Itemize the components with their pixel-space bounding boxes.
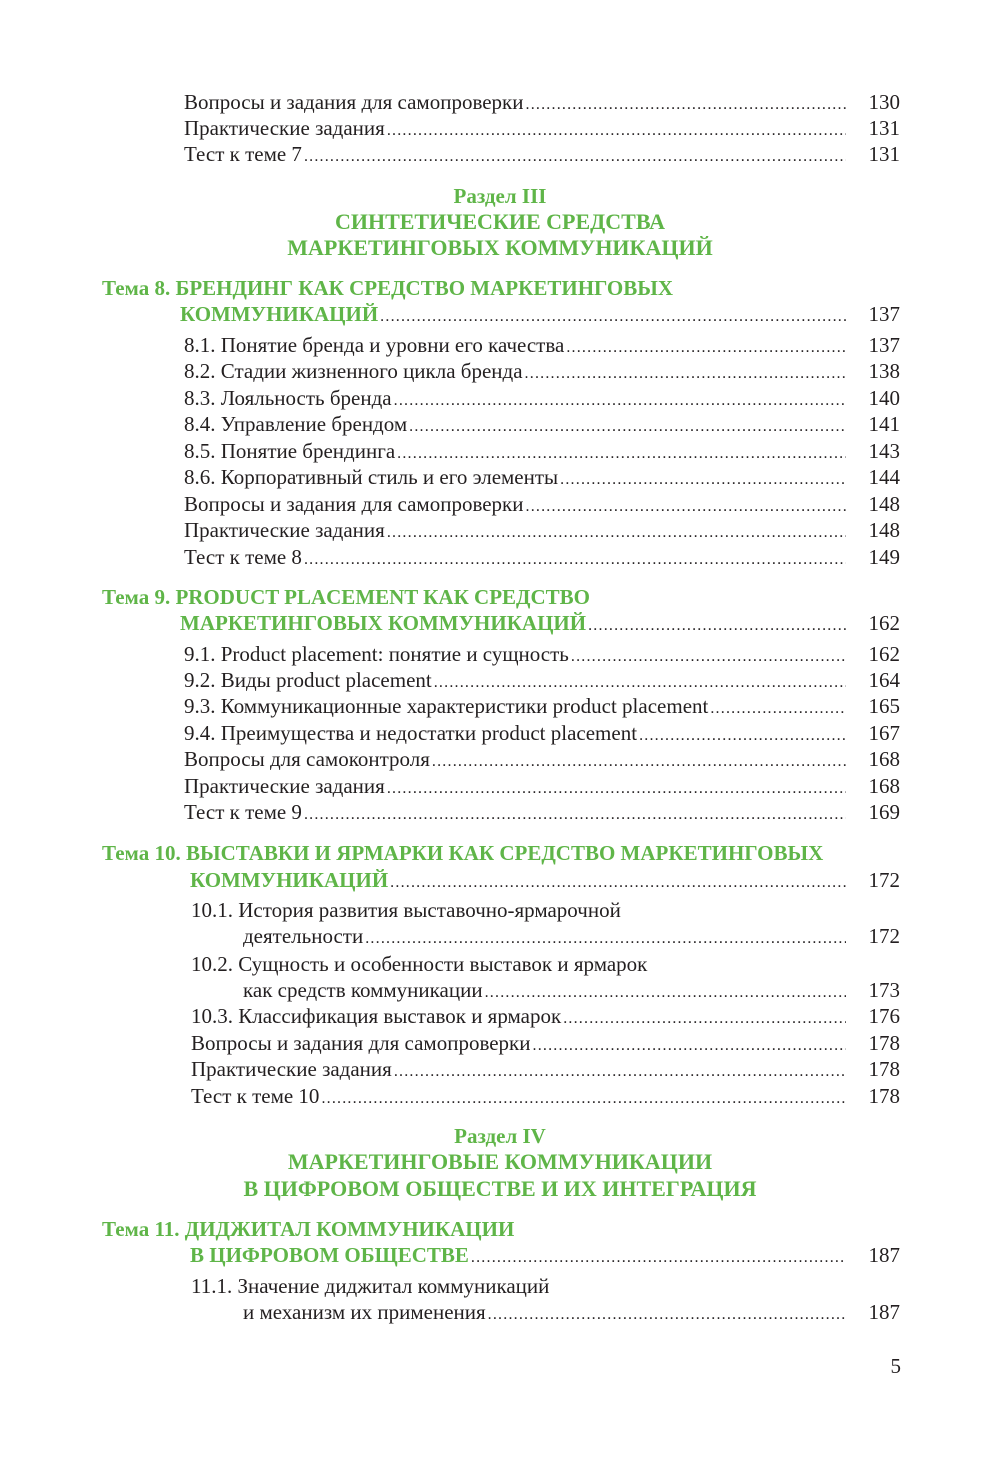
- topic-heading-title: КОММУНИКАЦИЙ: [190, 868, 389, 892]
- toc-entry-page: 137: [868, 302, 900, 326]
- toc-entry-page: 130: [868, 90, 900, 114]
- section-label: Раздел III: [453, 184, 547, 208]
- toc-entry-title: Практические задания: [184, 116, 385, 140]
- toc-entry-title: 9.2. Виды product placement: [184, 668, 432, 692]
- topic-heading: Тема 9. PRODUCT PLACEMENT КАК СРЕДСТВО: [102, 585, 591, 609]
- section-title: МАРКЕТИНГОВЫХ КОММУНИКАЦИЙ: [287, 235, 713, 260]
- toc-entry-page: 169: [868, 800, 900, 824]
- toc-entry-title: 9.4. Преимущества и недостатки product placement: [184, 721, 638, 745]
- topic-heading-title: КОММУНИКАЦИЙ: [180, 302, 379, 326]
- section-title: В ЦИФРОВОМ ОБЩЕСТВЕ И ИХ ИНТЕГРАЦИЯ: [243, 1176, 757, 1201]
- toc-entry-page: 131: [868, 116, 900, 140]
- toc-entry-page: 172: [868, 924, 900, 948]
- toc-entry: [191, 1029, 900, 1057]
- toc-entry: [184, 798, 900, 826]
- topic-heading-title: В ЦИФРОВОМ ОБЩЕСТВЕ: [190, 1243, 469, 1267]
- toc-entry-page: 165: [868, 694, 900, 718]
- toc-entry: [184, 692, 900, 720]
- toc-entry-page: 178: [868, 1057, 900, 1081]
- toc-entry-title: и механизм их применения: [243, 1300, 486, 1324]
- section-title: МАРКЕТИНГОВЫЕ КОММУНИКАЦИИ: [287, 1149, 713, 1174]
- toc-entry-page: 162: [868, 611, 900, 635]
- toc-entry-page: 168: [868, 747, 900, 771]
- toc-entry: [243, 922, 900, 950]
- toc-entry-page: 187: [868, 1243, 900, 1267]
- toc-entry: [184, 543, 900, 571]
- toc-entry: [243, 1298, 900, 1326]
- toc-entry-title: 8.6. Корпоративный стиль и его элементы: [184, 465, 559, 489]
- toc-entry: [184, 719, 900, 747]
- toc-entry-title: Тест к теме 8: [184, 545, 302, 569]
- toc-entry-title: 8.3. Лояльность бренда: [184, 386, 392, 410]
- toc-entry-title: 9.1. Product placement: понятие и сущность: [184, 642, 569, 666]
- toc-entry: [184, 437, 900, 465]
- toc-entry-page: 178: [868, 1084, 900, 1108]
- topic-heading-row: [180, 609, 900, 637]
- toc-entry-page: 148: [868, 518, 900, 542]
- topic-heading: Тема 8. БРЕНДИНГ КАК СРЕДСТВО МАРКЕТИНГОВЫХ: [102, 276, 673, 300]
- toc-entry-page: 148: [868, 492, 900, 516]
- toc-entry-page: 178: [868, 1031, 900, 1055]
- toc-entry-title: 8.4. Управление брендом: [184, 412, 408, 436]
- toc-entry-title: 8.2. Стадии жизненного цикла бренда: [184, 359, 523, 383]
- toc-entry-page: 172: [868, 868, 900, 892]
- toc-entry: [184, 772, 900, 800]
- toc-entry: [184, 516, 900, 544]
- toc-entry-page: 143: [868, 439, 900, 463]
- toc-entry-title: Вопросы и задания для самопроверки: [184, 492, 524, 516]
- toc-entry: [184, 88, 900, 116]
- toc-entry-title: 8.1. Понятие бренда и уровни его качества: [184, 333, 565, 357]
- toc-entry-page: 187: [868, 1300, 900, 1324]
- section-label: Раздел IV: [454, 1124, 546, 1148]
- toc-entry-title: 9.3. Коммуникационные характеристики product placement: [184, 694, 709, 718]
- toc-entry-page: 167: [868, 721, 900, 745]
- toc-entry-title: 8.5. Понятие брендинга: [184, 439, 396, 463]
- toc-entry-title: Тест к теме 10: [191, 1084, 320, 1108]
- toc-entry: [184, 463, 900, 491]
- toc-entry-page: 140: [868, 386, 900, 410]
- toc-entry-page: 131: [868, 142, 900, 166]
- topic-heading-title: МАРКЕТИНГОВЫХ КОММУНИКАЦИЙ: [180, 611, 587, 635]
- page-number: 5: [890, 1354, 901, 1378]
- topic-heading-row: [180, 300, 900, 328]
- toc-entry-title: Практические задания: [184, 518, 385, 542]
- toc-entry-title: Вопросы и задания для самопроверки: [184, 90, 524, 114]
- toc-entry-page: 137: [868, 333, 900, 357]
- toc-entry-page: 149: [868, 545, 900, 569]
- section-title: СИНТЕТИЧЕСКИЕ СРЕДСТВА: [334, 209, 666, 234]
- toc-entry-title: Вопросы и задания для самопроверки: [191, 1031, 531, 1055]
- toc-entry-title: Практические задания: [191, 1057, 392, 1081]
- toc-entry-title: как средств коммуникации: [243, 978, 483, 1002]
- toc-entry-page: 164: [868, 668, 900, 692]
- toc-entry-title: Тест к теме 7: [184, 142, 302, 166]
- topic-heading-row: [190, 1241, 900, 1269]
- toc-entry: [243, 976, 900, 1004]
- toc-entry-title: Вопросы для самоконтроля: [184, 747, 430, 771]
- toc-entry: [184, 640, 900, 668]
- toc-entry: [184, 140, 900, 168]
- topic-heading: Тема 11. ДИДЖИТАЛ КОММУНИКАЦИИ: [102, 1217, 515, 1241]
- toc-entry: [184, 745, 900, 773]
- toc-entry-page: 162: [868, 642, 900, 666]
- toc-entry: [184, 490, 900, 518]
- toc-entry-title: 10.3. Классификация выставок и ярмарок: [191, 1004, 562, 1028]
- toc-entry: [191, 1082, 900, 1110]
- toc-entry-title: 11.1. Значение диджитал коммуникаций: [191, 1274, 550, 1298]
- toc-entry-title: Тест к теме 9: [184, 800, 302, 824]
- toc-entry: [184, 114, 900, 142]
- toc-entry-title: 10.2. Сущность и особенности выставок и ярмарок: [191, 952, 648, 976]
- toc-entry-title: 10.1. История развития выставочно-ярмарочной: [191, 898, 621, 922]
- toc-entry-page: 144: [868, 465, 900, 489]
- topic-heading: Тема 10. ВЫСТАВКИ И ЯРМАРКИ КАК СРЕДСТВО МАРКЕТИНГОВЫХ: [102, 841, 824, 865]
- toc-entry: [184, 331, 900, 359]
- toc-entry-page: 138: [868, 359, 900, 383]
- toc-entry-title: Практические задания: [184, 774, 385, 798]
- toc-entry: [184, 666, 900, 694]
- toc-entry-title: деятельности: [243, 924, 364, 948]
- toc-entry-page: 176: [868, 1004, 900, 1028]
- toc-entry: [191, 1055, 900, 1083]
- toc-entry: [191, 1002, 900, 1030]
- toc-entry-page: 141: [868, 412, 900, 436]
- toc-entry-page: 173: [868, 978, 900, 1002]
- toc-entry-page: 168: [868, 774, 900, 798]
- toc-entry: [184, 357, 900, 385]
- toc-entry: [184, 410, 900, 438]
- topic-heading-row: [190, 866, 900, 894]
- toc-entry: [184, 384, 900, 412]
